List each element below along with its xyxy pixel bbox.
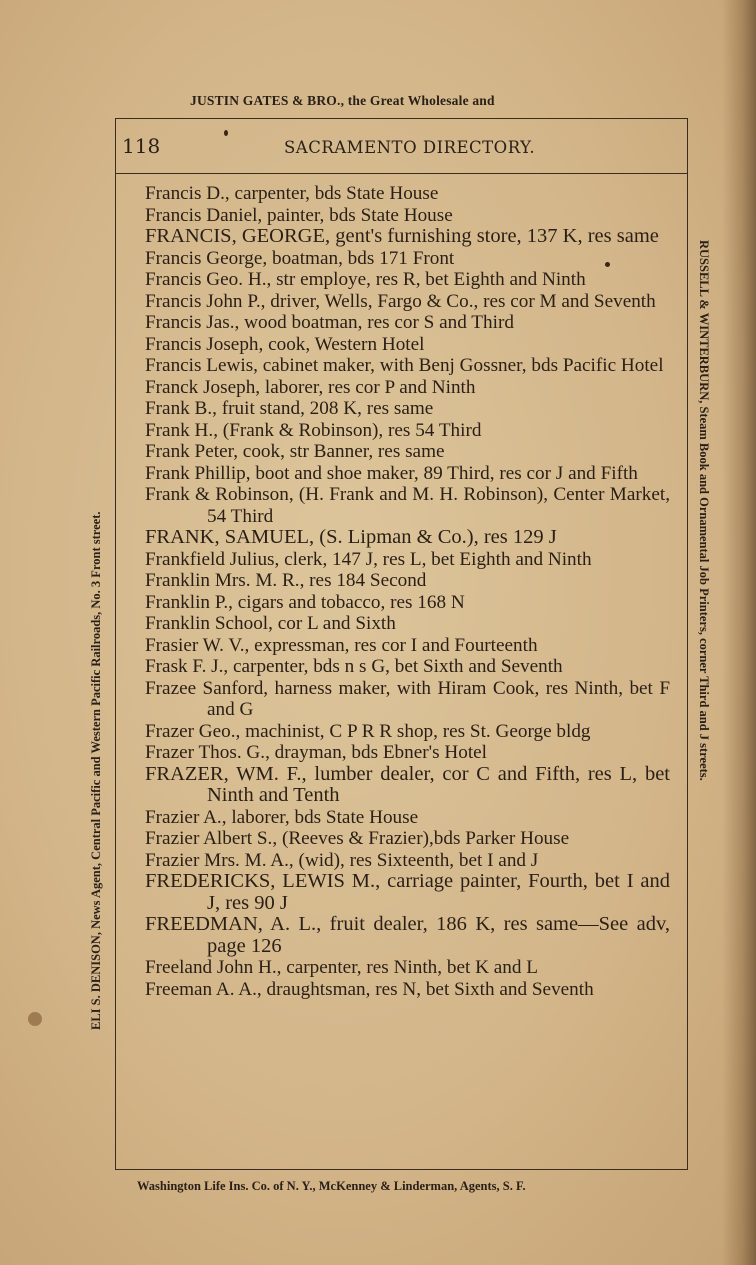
directory-entry: Francis Geo. H., str employe, res R, bet Eighth and Ninth	[145, 269, 586, 290]
directory-entry: Frank B., fruit stand, 208 K, res same	[145, 398, 434, 419]
directory-entry: Frazer Thos. G., drayman, bds Ebner's Hotel	[145, 742, 488, 763]
directory-entry: FREDERICKS, LEWIS M., carriage painter, Fourth, bet I and J, res 90 J	[145, 870, 670, 914]
directory-entry: FREEDMAN, A. L., fruit dealer, 186 K, res same—See adv, page 126	[145, 913, 670, 957]
page-edge-shadow	[722, 0, 756, 1265]
directory-entry: Frank H., (Frank & Robinson), res 54 Third	[145, 419, 482, 441]
directory-entry: Freeland John H., carpenter, res Ninth, bet K and L	[145, 957, 538, 978]
directory-entry: Frazier Mrs. M. A., (wid), res Sixteenth, bet I and J	[145, 849, 539, 871]
directory-entry: Frazier Albert S., (Reeves & Frazier),bds Parker House	[145, 828, 570, 849]
directory-entry: Francis Lewis, cabinet maker, with Benj Gossner, bds Pacific Hotel	[145, 355, 664, 376]
directory-entry: Frask F. J., carpenter, bds n s G, bet Sixth and Seventh	[145, 656, 563, 677]
directory-entry: Frazier A., laborer, bds State House	[145, 806, 419, 828]
directory-entry: Frank Peter, cook, str Banner, res same	[145, 441, 445, 462]
directory-entry: Frazer Geo., machinist, C P R R shop, res St. George bldg	[145, 720, 591, 742]
directory-entry: Francis Joseph, cook, Western Hotel	[145, 333, 425, 355]
directory-entry: Franklin School, cor L and Sixth	[145, 613, 396, 634]
directory-entry: Franklin P., cigars and tobacco, res 168 N	[145, 591, 465, 613]
directory-entry: Freeman A. A., draughtsman, res N, bet Sixth and Seventh	[145, 978, 594, 1000]
header-rule	[116, 173, 687, 174]
directory-entry: Frankfield Julius, clerk, 147 J, res L, bet Eighth and Ninth	[145, 548, 592, 570]
directory-entry: FRANCIS, GEORGE, gent's furnishing store, 137 K, res same	[145, 225, 659, 247]
directory-entry: Frank & Robinson, (H. Frank and M. H. Robinson), Center Market, 54 Third	[145, 484, 670, 527]
directory-entry: FRAZER, WM. F., lumber dealer, cor C and Fifth, res L, bet Ninth and Tenth	[145, 762, 670, 806]
directory-entry: Francis D., carpenter, bds State House	[145, 183, 439, 204]
running-head: SACRAMENTO DIRECTORY.	[284, 138, 536, 157]
directory-entry: Frank Phillip, boot and shoe maker, 89 Third, res cor J and Fifth	[145, 462, 638, 484]
top-advert-banner: JUSTIN GATES & BRO., the Great Wholesale and	[190, 93, 495, 108]
directory-entry: Francis Daniel, painter, bds State House	[145, 204, 453, 226]
bottom-advert-banner: Washington Life Ins. Co. of N. Y., McKenney & Linderman, Agents, S. F.	[137, 1179, 526, 1193]
directory-entry: Frazee Sanford, harness maker, with Hiram Cook, res Ninth, bet F and G	[145, 677, 670, 720]
directory-entry: Franklin Mrs. M. R., res 184 Second	[145, 570, 427, 591]
page-number: 118	[122, 134, 161, 158]
directory-entry: Frasier W. V., expressman, res cor I and Fourteenth	[145, 634, 538, 656]
directory-entry: Francis George, boatman, bds 171 Front	[145, 247, 455, 269]
left-side-advert: ELI S. DENISON, News Agent, Central Pacific and Western Pacific Railroads, No. 3 Front street.	[89, 511, 103, 1030]
directory-entry: Franck Joseph, laborer, res cor P and Ninth	[145, 376, 476, 398]
directory-entry: Francis John P., driver, Wells, Fargo & Co., res cor M and Seventh	[145, 290, 656, 312]
directory-entry: FRANK, SAMUEL, (S. Lipman & Co.), res 129 J	[145, 526, 557, 548]
right-side-advert: RUSSELL & WINTERBURN, Steam Book and Ornamental Job Printers, corner Third and J streets.	[697, 240, 711, 781]
directory-entries	[145, 183, 670, 1000]
directory-entry: Francis Jas., wood boatman, res cor S and Third	[145, 312, 514, 333]
stain-spot	[28, 1012, 42, 1026]
